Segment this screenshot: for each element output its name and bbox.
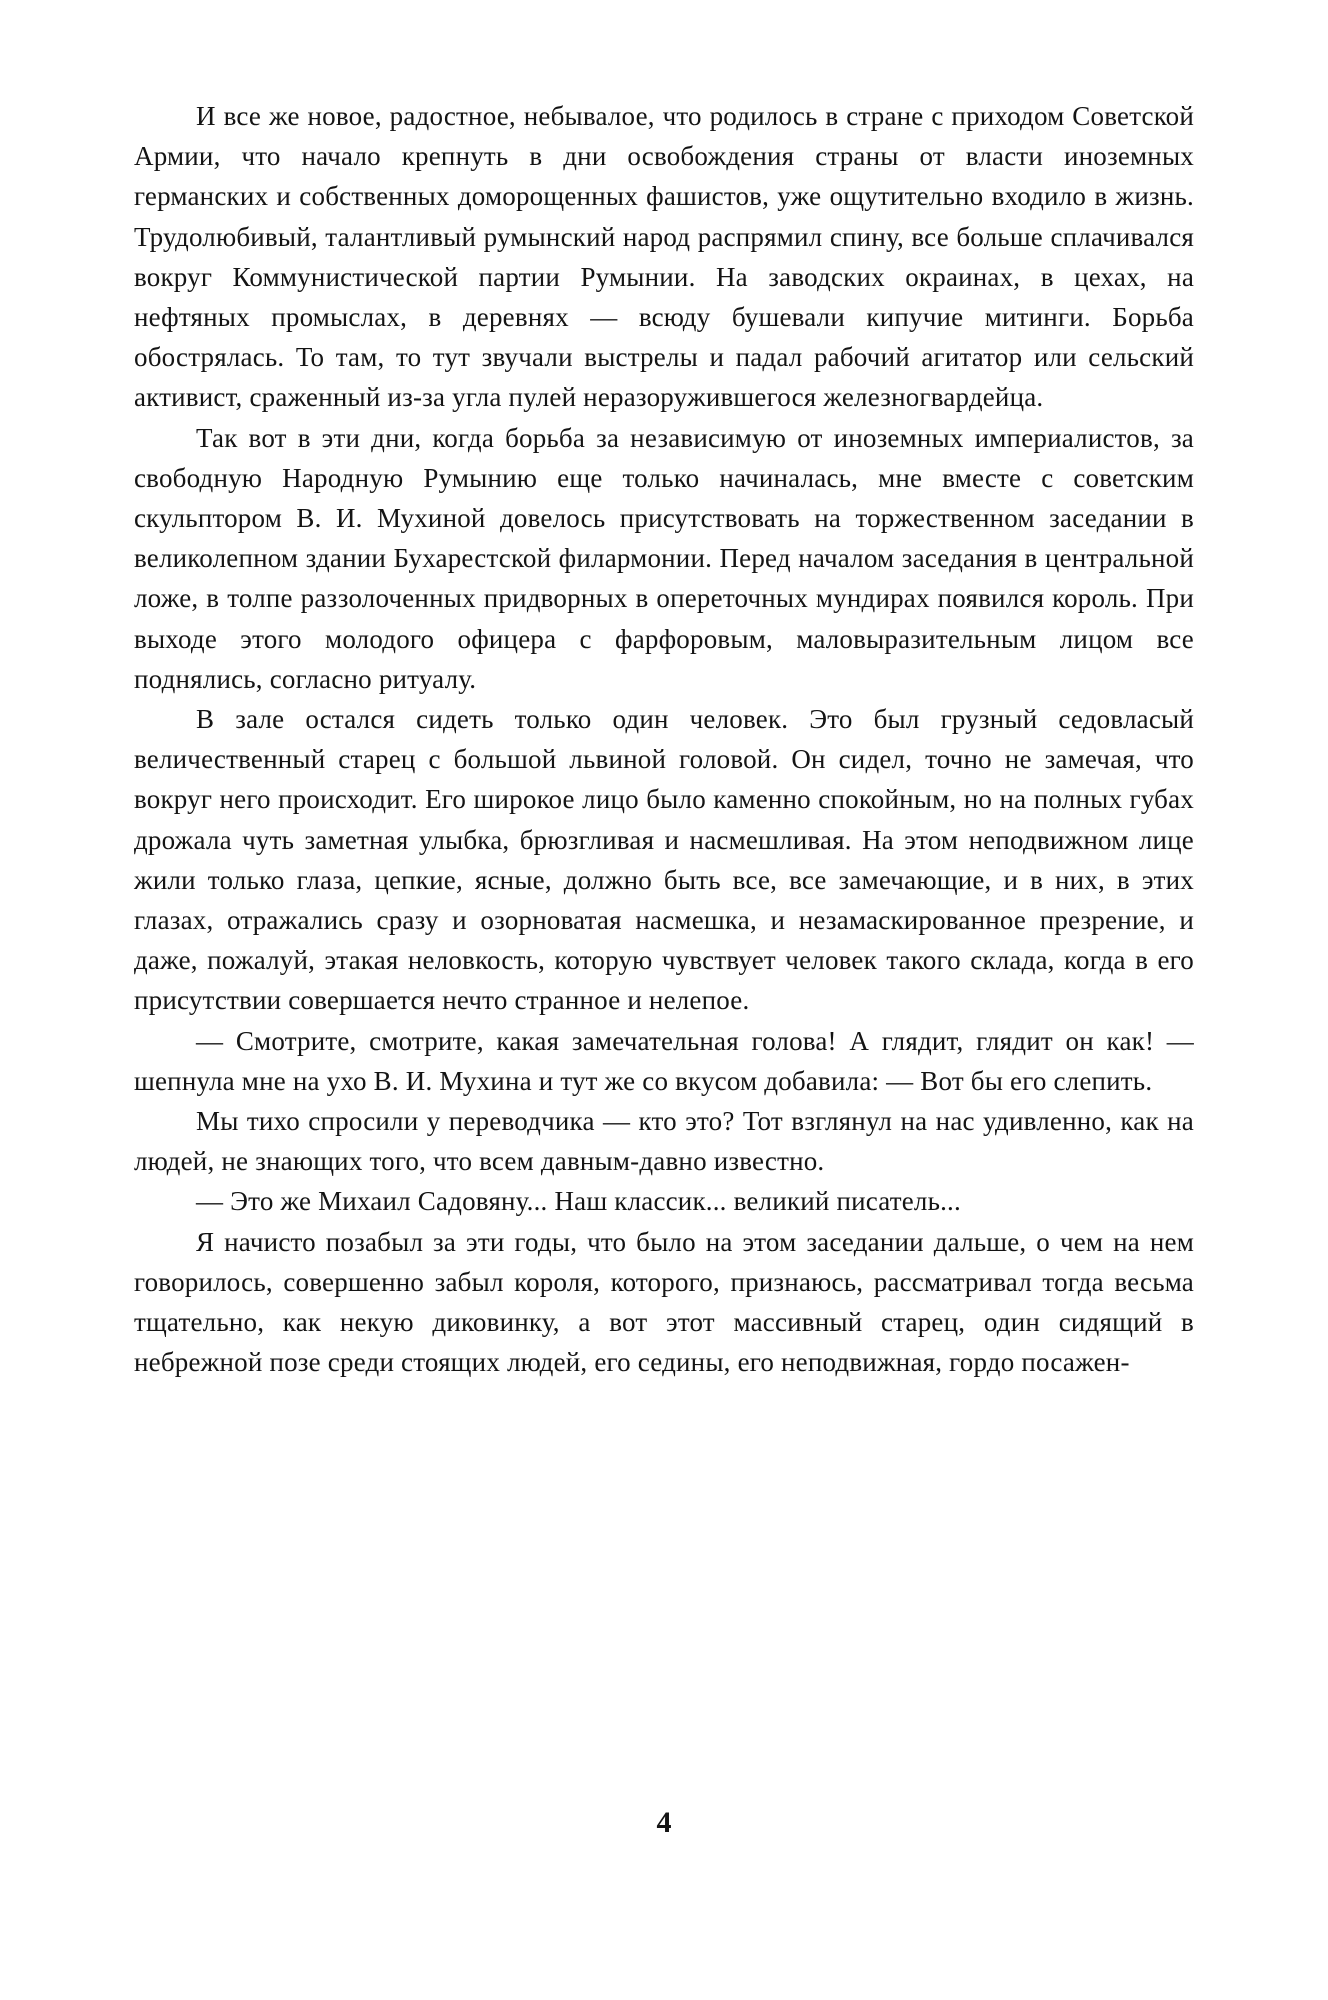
paragraph-7: Я начисто позабыл за эти годы, что было на этом заседании дальше, о чем на нем говорилось, совершенно забыл короля, которого, признаюсь, рассматривал тогда весьма тщательно, как некую диковинку, а вот этот массивный старец, один сидящий в небрежной позе среди стоящих людей, его седины, его неподвижная, гордо посажен- [134,1226,1194,1378]
body-text [134,96,1194,1383]
paragraph-1: И все же новое, радостное, небывалое, что родилось в стране с приходом Советской Армии, что начало крепнуть в дни освобождения страны от власти иноземных германских и собственных доморощенных фашистов, уже ощутительно входило в жизнь. Трудолюбивый, талантливый румынский народ распрямил спину, все больше сплачивался вокруг Коммунистической партии Румынии. На заводских окраинах, в цехах, на нефтяных промыслах, в деревнях — всюду бушевали кипучие митинги. Борьба обострялась. То там, то тут звучали выстрелы и падал рабочий агитатор или сельский активист, сраженный из-за угла пулей неразоружившегося железногвардейца. [134,101,1194,413]
paragraph-6: — Это же Михаил Садовяну... Наш классик... великий писатель... [196,1186,961,1217]
paragraph-2: Так вот в эти дни, когда борьба за независимую от иноземных империалистов, за свободную Народную Румынию еще только начиналась, мне вместе с советским скульптором В. И. Мухиной довелось присутствовать на торжественном заседании в великолепном здании Бухарестской филармонии. Перед началом заседания в центральной ложе, в толпе раззолоченных придворных в опереточных мундирах появился король. При выходе этого молодого офицера с фарфоровым, маловыразительным лицом все поднялись, согласно ритуалу. [134,422,1194,694]
paragraph-3: В зале остался сидеть только один человек. Это был грузный седовласый величественный старец с большой львиной головой. Он сидел, точно не замечая, что вокруг него происходит. Его широкое лицо было каменно спокойным, но на полных губах дрожала чуть заметная улыбка, брюзгливая и насмешливая. На этом неподвижном лице жили только глаза, цепкие, ясные, должно быть все, все замечающие, и в них, в этих глазах, отражались сразу и озорноватая насмешка, и незамаскированное презрение, и даже, пожалуй, этакая неловкость, которую чувствует человек такого склада, когда в его присутствии совершается нечто странное и нелепое. [134,704,1194,1016]
paragraph-4: — Смотрите, смотрите, какая замечательная голова! А глядит, глядит он как! — шепнула мне на ухо В. И. Мухина и тут же со вкусом добавила: — Вот бы его слепить. [134,1025,1194,1096]
paragraph-5: Мы тихо спросили у переводчика — кто это? Тот взглянул на нас удивленно, как на людей, не знающих того, что всем давным-давно известно. [134,1106,1194,1177]
page-number: 4 [656,1806,672,1839]
